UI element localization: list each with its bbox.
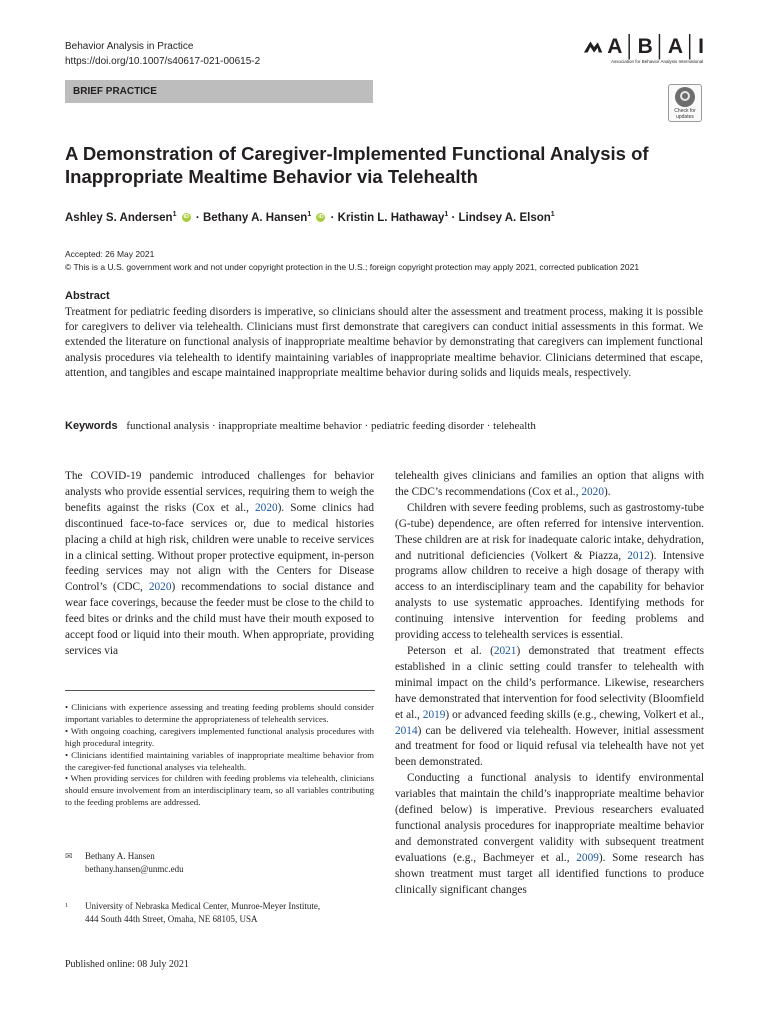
envelope-icon: ✉ [65,851,73,861]
citation-link[interactable]: 2012 [627,549,650,562]
highlight-item: • Clinicians with experience assessing and treating feeding problems should consider important variables to determine the appropriateness of telehealth services. [65,702,374,724]
body-column-left [65,469,374,660]
author-affil-sup: 1 [550,211,555,218]
keywords-text: functional analysis · inappropriate mealtime behavior · pediatric feeding disorder · telehealth [126,420,536,432]
doi-link[interactable]: https://doi.org/10.1007/s40617-021-00615-2 [65,56,261,67]
body-paragraph: telehealth gives clinicians and families an option that aligns with the CDC’s recommendations (Cox et al., 2020). [395,470,704,498]
article-title: A Demonstration of Caregiver-Implemented Functional Analysis of Inappropriate Mealtime Behavior via Telehealth [65,143,649,187]
highlight-item: • With ongoing coaching, caregivers implemented functional analysis procedures with high procedural integrity. [65,725,374,748]
article-type-label: BRIEF PRACTICE [73,86,157,97]
abstract-body: Treatment for pediatric feeding disorders is imperative, so clinicians should alter the assessment and treatment process, making it is possible for caregivers to deliver via telehealth. Clinicians must first demonstrate that caregivers can conduct initial assessments in this format. We extended the literature on functional analysis of inappropriate mealtime behavior by demonstrating that caregivers can implement functional analysis procedures via telehealth to identify maintaining variables of inappropriate mealtime behavior. Clinicians determined that escape, attention, and tangibles and escape maintained inappropriate mealtime behavior during solids and liquids meals, respectively. [65,306,703,379]
orcid-icon[interactable]: iD [318,214,324,221]
citation-link[interactable]: 2021 [493,644,517,657]
author-affil-sup: 1 [172,211,177,218]
contact-email[interactable]: bethany.hansen@unmc.edu [85,864,184,874]
check-updates-line2: updates [676,114,694,120]
contact-name: Bethany A. Hansen [85,851,155,861]
article-type-banner [65,80,373,103]
orcid-icon[interactable]: iD [183,214,189,221]
body-paragraph: Peterson et al. (2021) demonstrated that treatment effects established in a clinic setting could transfer to telehealth with minimal impact on the child’s performance. Likewise, researchers have demonstrated that intervention for food selectivity (Bloomfield et al., 2019) or advanced feeding skills (e.g., chewing, Volkert et al., 2014) can be delivered via telehealth. However, initial assessment and treatment for food or liquid refusal via telehealth have not yet been demonstrated. [395,644,705,769]
body-column-right [395,469,704,898]
author-name[interactable]: Kristin L. Hathaway [337,211,445,224]
citation-link[interactable]: 2009 [576,851,599,864]
abai-bird-icon [583,38,603,56]
highlight-item: • When providing services for children with feeding problems via telehealth, clinicians should ensure involvement from an interdisciplinary team, so all variables contributing to the feeding problems are addressed. [65,773,374,808]
copyright-notice [65,261,639,274]
author-affil-sup: 1 [444,211,449,218]
body-paragraph: Conducting a functional analysis to identify environmental variables that maintain the child’s inappropriate mealtime behavior (defined below) is imperative. Previous researchers evaluated functional analysis procedures for inappropriate mealtime behavior and demonstrated convergent validity with subsequent treatment evaluations (e.g., Bachmeyer et al., 2009). Some research has shown treatment must target all identified functions to produce clinically significant changes [395,772,704,896]
journal-header [65,39,260,69]
citation-link[interactable]: 2014 [395,724,418,737]
citation-link[interactable]: 2020 [255,501,278,514]
author-affil-sup: 1 [307,211,312,218]
published-date: Published online: 08 July 2021 [65,959,189,970]
abstract-heading: Abstract [65,290,110,302]
citation-link[interactable]: 2020 [581,485,604,498]
body-paragraph: The COVID-19 pandemic introduced challenges for behavior analysts who provide essential services, requiring them to weigh the benefits against the risks (Cox et al., 2020). Some clinics had discontinued face-to-face services or, due to medical histories placing a child at high risk, children were unable to receive services in a clinical setting. Without proper protective equipment, in-person feeding services may not align with the Centers for Disease Control’s (CDC, 2020) recommendations to social distance and wear face coverings, because the feeder must be close to the child to feed bites or drinks and the child must have their mouth exposed to accept food or liquid into their mouth. When appropriate, providing services via [65,470,374,657]
highlights-divider [65,690,375,691]
check-updates-icon [675,87,695,107]
copyright-icon: © [65,262,72,272]
corresponding-author [65,850,184,876]
accepted-date: Accepted: 26 May 2021 [65,249,155,259]
author-name[interactable]: Bethany A. Hansen [202,211,308,224]
citation-link[interactable]: 2019 [422,708,446,721]
abai-logo [583,36,705,64]
affiliation-line2: 444 South 44th Street, Omaha, NE 68105, USA [85,914,258,924]
affiliation [65,900,320,926]
check-for-updates-button[interactable] [668,84,702,122]
highlight-item: • Clinicians identified maintaining variables of inappropriate mealtime behavior from the caregiver-fed functional analyses via telehealth. [65,749,374,772]
keywords-label: Keywords [65,420,118,432]
highlights-box [65,702,374,809]
abai-subtitle: Association for Behavior Analysis International [611,59,704,64]
author-name[interactable]: Lindsey A. Elson [458,211,551,224]
check-updates-line1: Check for [674,108,696,114]
author-list: Ashley S. Andersen$^1$ iD · Bethany A. Hansen$^1$ iD · Kristin L. Hathaway$^1$ · Lindsey A. Elson$^1$ [65,211,555,224]
journal-name: Behavior Analysis in Practice [65,41,194,52]
abai-letters: A│B│A│I [607,35,705,58]
citation-link[interactable]: 2020 [148,581,172,594]
body-paragraph: Children with severe feeding problems, such as gastrostomy-tube (G-tube) dependence, are often referred for intensive intervention. These children are at risk for inadequate caloric intake, dehydration, and nutritional deficiencies (Volkert & Piazza, 2012). Intensive programs allow children to receive a high dosage of therapy with access to an interdisciplinary team and the capability for behavior analysts to use systematic approaches. Identifying methods for continuing intensive intervention for feeding problems and providing access to telehealth services is essential. [395,501,704,642]
keywords [65,419,536,434]
affiliation-line1: University of Nebraska Medical Center, Munroe-Meyer Institute, [85,901,321,911]
affiliation-sup: 1 [65,903,68,909]
copyright-text: This is a U.S. government work and not under copyright protection in the U.S.; foreign copyright protection may apply 2021, corrected publication 2021 [73,262,640,272]
author-name[interactable]: Ashley S. Andersen [65,211,173,224]
